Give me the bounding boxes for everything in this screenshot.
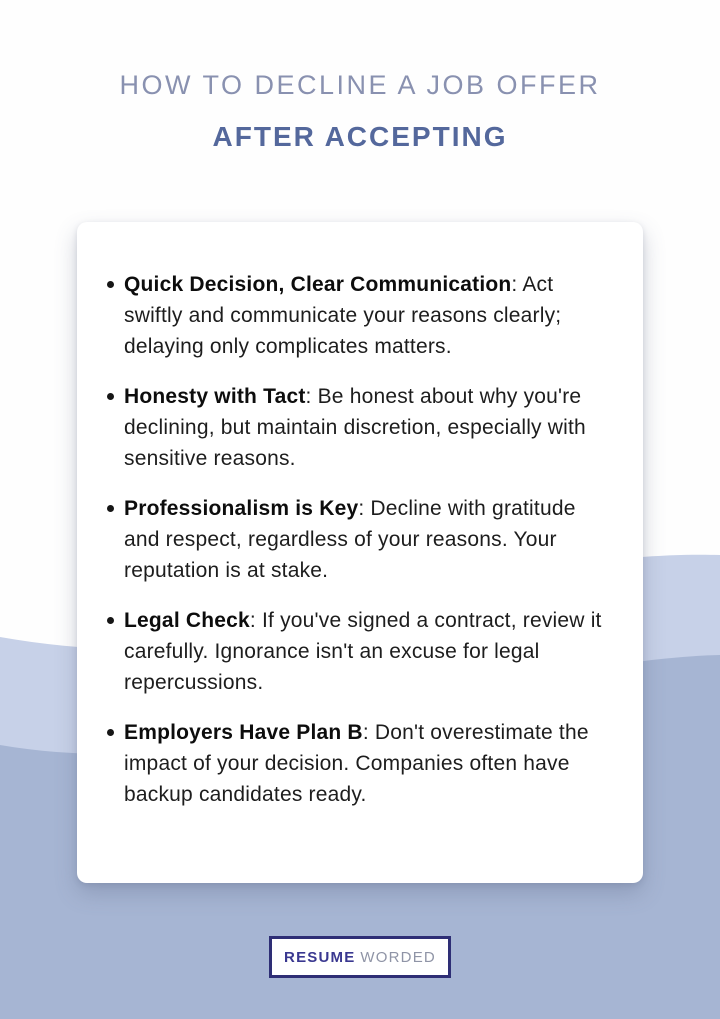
tip-text: [124, 609, 602, 694]
brand-name-worded: WORDED: [360, 948, 436, 966]
brand-name-resume: RESUME: [284, 948, 356, 966]
tip-text: [124, 273, 561, 358]
list-item: [107, 493, 617, 586]
page-title-line-1: HOW TO DECLINE A JOB OFFER: [119, 70, 601, 100]
tip-description: : If you've signed a contract, review it carefully. Ignorance isn't an excuse for legal repercussions.: [124, 609, 602, 694]
list-item: [107, 269, 617, 362]
list-item: [107, 717, 617, 810]
tips-list: [107, 269, 617, 810]
tip-title: Employers Have Plan B: [124, 721, 363, 744]
bullet-icon: [107, 729, 114, 736]
tips-card: [77, 222, 643, 883]
bullet-icon: [107, 505, 114, 512]
tip-title: Legal Check: [124, 609, 250, 632]
tip-description: : Decline with gratitude and respect, regardless of your reasons. Your reputation is at stake.: [124, 497, 576, 582]
bullet-icon: [107, 617, 114, 624]
tip-description: : Act swiftly and communicate your reasons clearly; delaying only complicates matters.: [124, 273, 562, 358]
bullet-icon: [107, 281, 114, 288]
list-item: [107, 605, 617, 698]
tip-title: Quick Decision, Clear Communication: [124, 273, 512, 296]
tip-description: : Don't overestimate the impact of your decision. Companies often have backup candidates ready.: [124, 721, 589, 806]
tip-text: [124, 385, 586, 470]
tip-title: Professionalism is Key: [124, 497, 359, 520]
tip-title: Honesty with Tact: [124, 385, 306, 408]
tip-text: [124, 497, 576, 582]
resume-worded-logo-badge: [269, 936, 451, 978]
bullet-icon: [107, 393, 114, 400]
page-title-line-2: AFTER ACCEPTING: [212, 121, 508, 152]
list-item: [107, 381, 617, 474]
tip-description: : Be honest about why you're declining, but maintain discretion, especially with sensitive reasons.: [124, 385, 586, 470]
tip-text: [124, 721, 589, 806]
